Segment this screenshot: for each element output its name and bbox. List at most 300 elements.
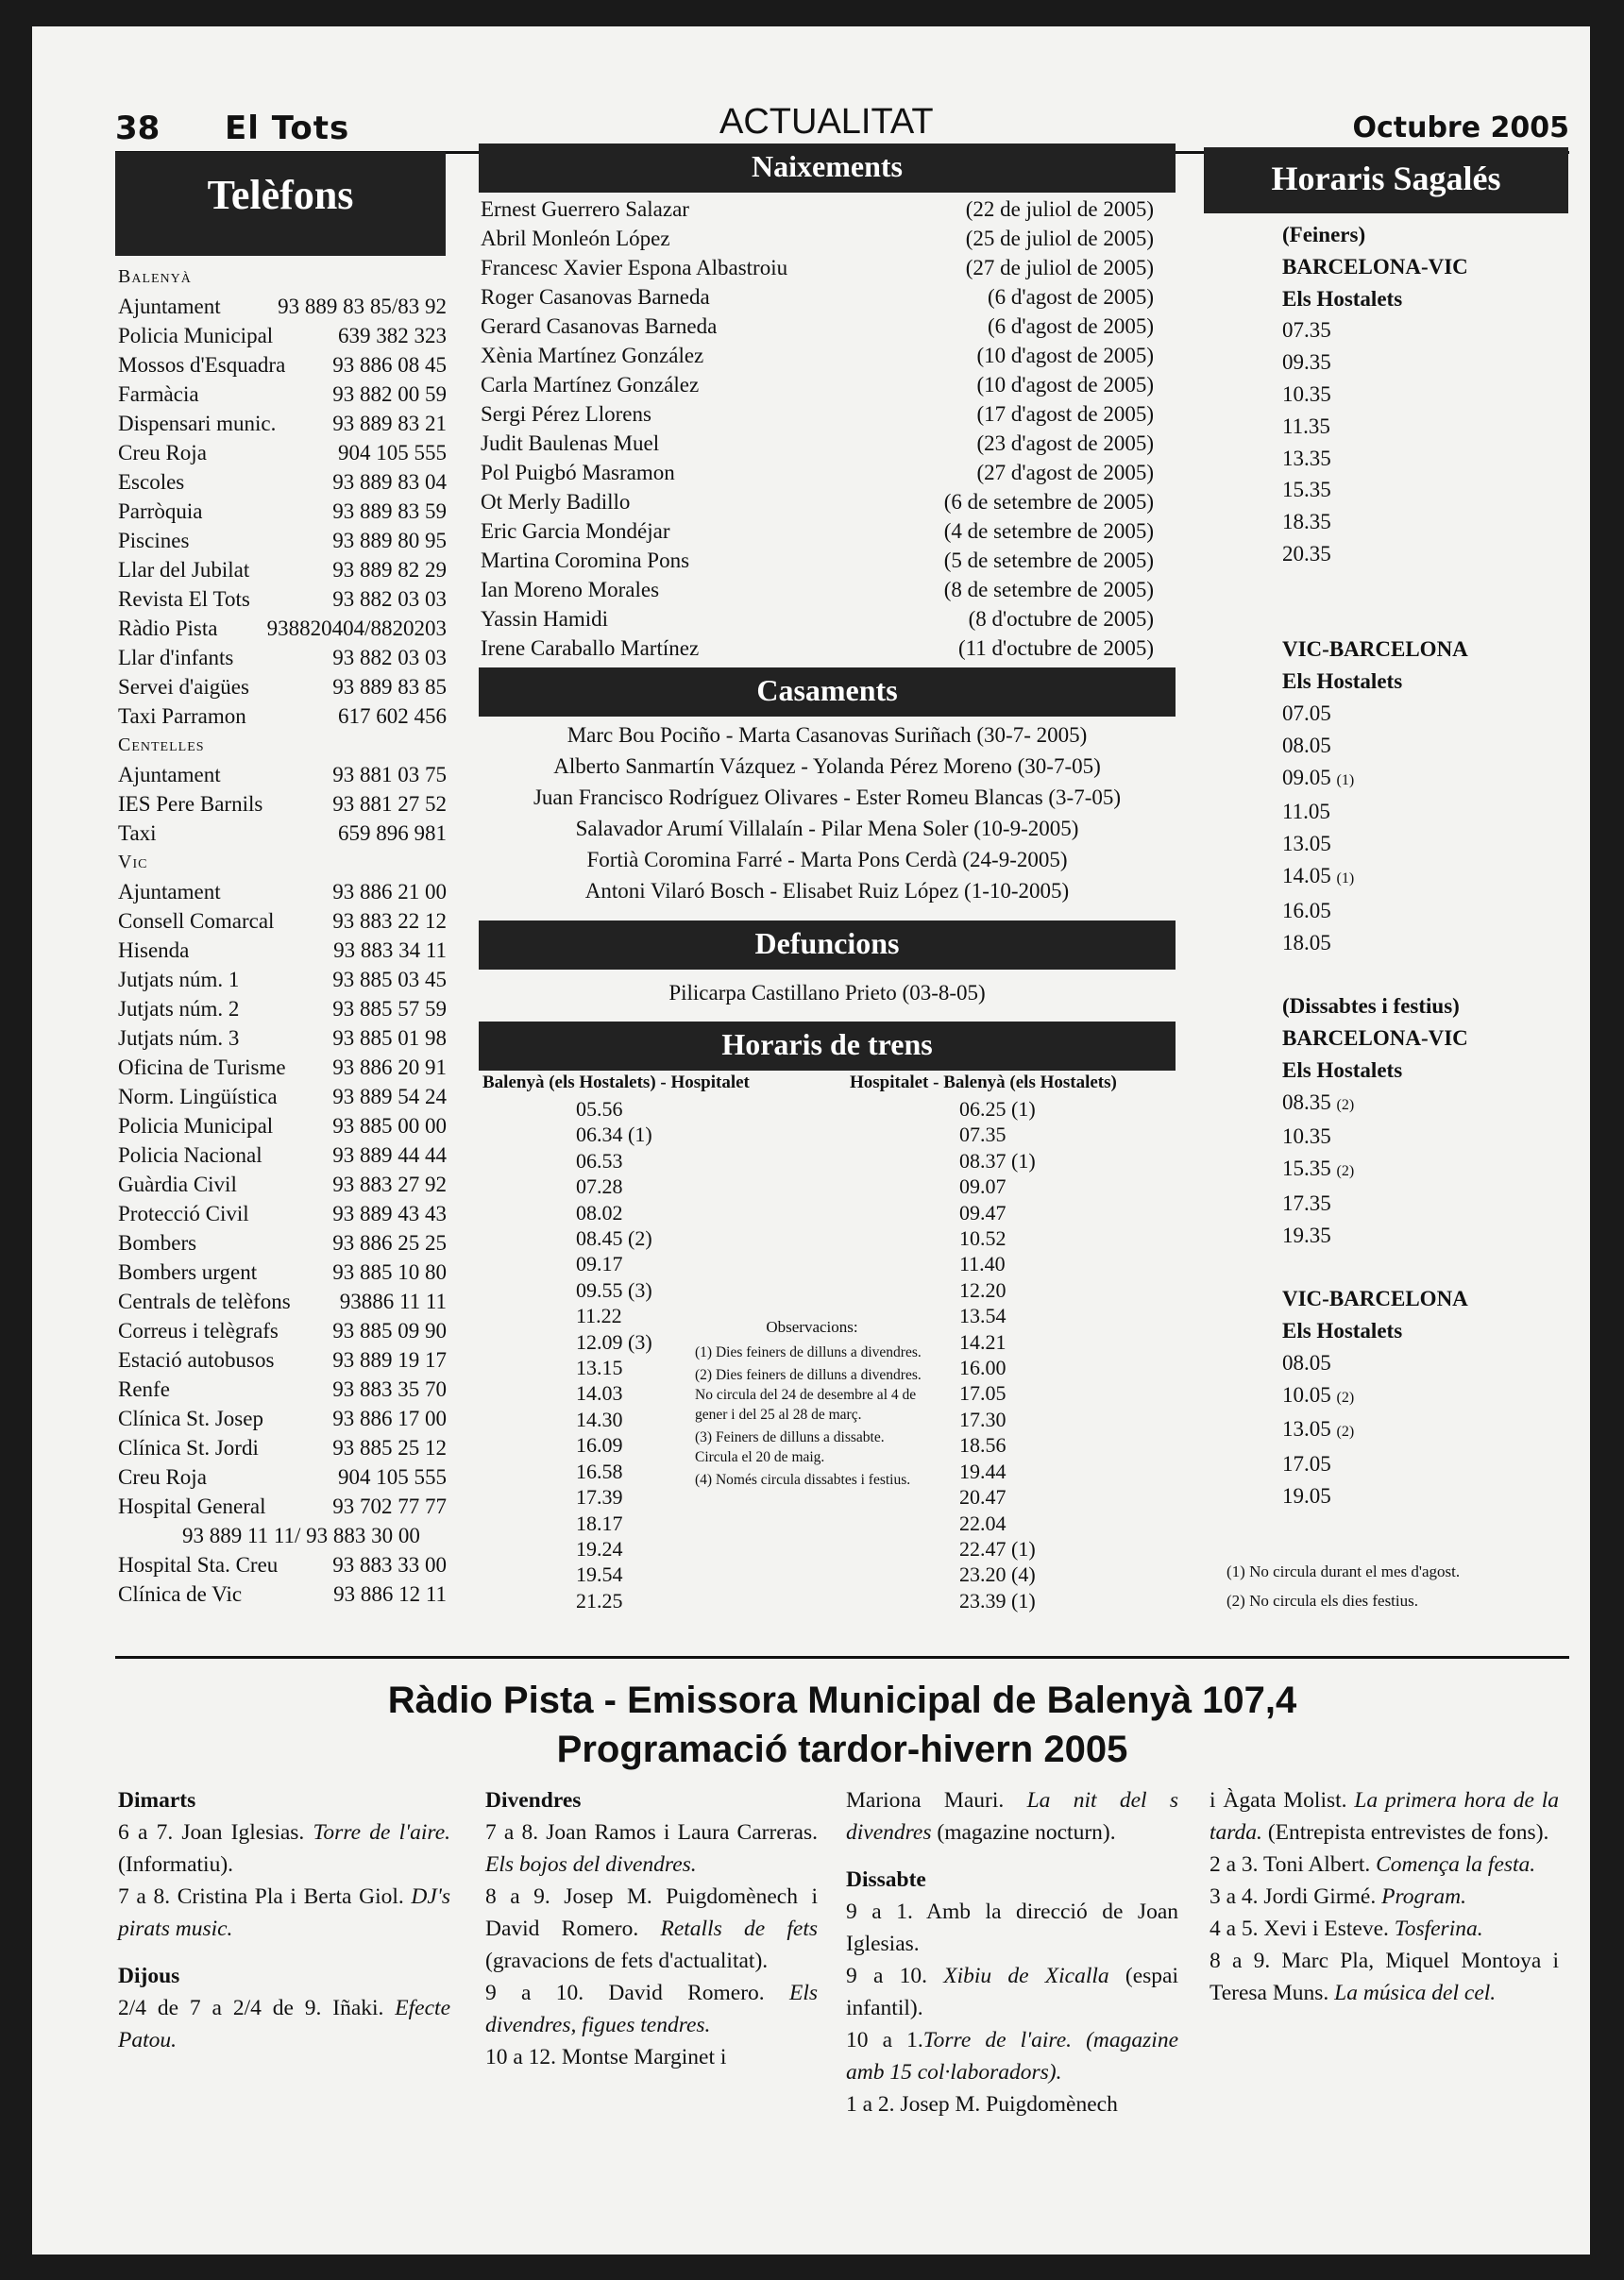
train-time: 09.55 (3)	[576, 1277, 652, 1302]
entry-number: 93 883 35 70	[332, 1377, 447, 1401]
entry-number: (27 de juliol de 2005)	[965, 256, 1154, 279]
time-text: BARCELONA-VIC	[1282, 254, 1468, 279]
bus-time	[1282, 828, 1565, 860]
program-entry: 9 a 10. David Romero. Els divendres, figues tendres.	[485, 1981, 818, 2037]
entry-number: 639 382 323	[338, 324, 447, 347]
entry-number: 93 883 27 92	[332, 1173, 447, 1196]
program-entry: Mariona Mauri. La nit del s divendres (magazine nocturn).	[846, 1788, 1179, 1845]
birth-entry	[481, 429, 1154, 458]
wedding-entry: Alberto Sanmartín Vázquez - Yolanda Pérez Moreno (30-7-05)	[553, 754, 1101, 778]
train-time: 08.37 (1)	[959, 1148, 1036, 1173]
bus-time	[1282, 927, 1565, 959]
entry-name: Guàrdia Civil	[118, 1173, 237, 1196]
day-heading: Divendres	[485, 1788, 582, 1813]
sagales-note: (1) No circula durant el mes d'agost.	[1226, 1562, 1461, 1580]
time-text: (Dissabtes i festius)	[1282, 994, 1460, 1019]
program-entry: i Àgata Molist. La primera hora de la tarda. (Entrepista entrevistes de fons).	[1210, 1788, 1559, 1845]
entry-number: 93 885 03 45	[332, 968, 447, 991]
entry-number: (6 d'agost de 2005)	[988, 314, 1154, 338]
time-text: 09.05	[1282, 765, 1331, 789]
phone-entry	[118, 1199, 447, 1228]
trens-right-times	[959, 1096, 1073, 1613]
schedule-heading	[1282, 666, 1565, 698]
phone-entry	[118, 1082, 447, 1111]
entry-number: (22 de juliol de 2005)	[965, 197, 1154, 221]
entry-name: Llar del Jubilat	[118, 558, 250, 582]
entry-number: 93 883 33 00	[332, 1553, 447, 1577]
birth-entry	[481, 253, 1154, 282]
phone-entry	[118, 467, 447, 497]
phone-group-heading: Balenyà	[118, 266, 192, 287]
phone-entry	[118, 1258, 447, 1287]
entry-number: (6 d'agost de 2005)	[988, 285, 1154, 309]
sagales-notes	[1226, 1557, 1576, 1615]
birth-entry	[481, 194, 1154, 224]
entry-name: Ajuntament	[118, 295, 221, 318]
entry-name: Correus i telègrafs	[118, 1319, 279, 1343]
bus-time	[1282, 314, 1565, 346]
entry-number: (4 de setembre de 2005)	[943, 519, 1154, 543]
schedule-heading	[1282, 633, 1565, 666]
observacio-note: (1) Dies feiners de dilluns a divendres.	[695, 1344, 922, 1360]
bus-time	[1282, 1379, 1565, 1414]
train-time: 23.39 (1)	[959, 1588, 1036, 1613]
bus-time	[1282, 958, 1565, 990]
time-text: 08.35	[1282, 1089, 1331, 1114]
bus-time	[1282, 1448, 1565, 1480]
time-text: Els Hostalets	[1282, 669, 1403, 694]
entry-name: Jutjats núm. 1	[118, 968, 240, 991]
entry-name: Parròquia	[118, 499, 203, 523]
entry-number: (8 de setembre de 2005)	[943, 578, 1154, 601]
train-time: 17.05	[959, 1381, 1007, 1406]
entry-number: 93 883 22 12	[332, 909, 447, 933]
train-time: 19.54	[576, 1562, 623, 1587]
time-text: 07.05	[1282, 701, 1331, 725]
bus-time	[1282, 730, 1565, 762]
schedule-heading	[1282, 1055, 1565, 1087]
entry-name: Farmàcia	[118, 382, 199, 406]
entry-name: Clínica St. Josep	[118, 1407, 263, 1430]
phone-entry	[118, 701, 447, 731]
train-time: 06.34 (1)	[576, 1123, 652, 1147]
schedule-heading	[1282, 1283, 1565, 1315]
entry-name: Sergi Pérez Llorens	[481, 402, 651, 426]
birth-entry	[481, 546, 1154, 575]
time-text: 13.05	[1282, 832, 1331, 856]
bus-time	[1282, 860, 1565, 895]
time-note: (2)	[1336, 1424, 1355, 1441]
entry-name: Protecció Civil	[118, 1202, 249, 1225]
program-entry: 8 a 9. Josep M. Puigdomènech i David Romero. Retalls de fets (gravacions de fets d'actualitat).	[485, 1884, 819, 1973]
program-entry: 7 a 8. Cristina Pla i Berta Giol. DJ's pirats music.	[118, 1884, 450, 1941]
entry-name: Norm. Lingüística	[118, 1085, 278, 1108]
phone-entry	[118, 643, 447, 672]
birth-entry	[481, 312, 1154, 341]
train-time: 11.22	[576, 1304, 622, 1328]
train-time: 13.54	[959, 1304, 1007, 1328]
phone-entry	[118, 672, 447, 701]
entry-number: 93 889 83 21	[332, 412, 447, 435]
train-time: 17.39	[576, 1485, 623, 1510]
phone-entry	[118, 409, 447, 438]
entry-name: Renfe	[118, 1377, 170, 1401]
entry-name: Creu Roja	[118, 441, 207, 464]
phone-entry	[118, 1550, 447, 1579]
entry-number: (23 d'agost de 2005)	[976, 431, 1154, 455]
train-time: 09.07	[959, 1174, 1007, 1199]
radio-title-line1: Ràdio Pista - Emissora Municipal de Balenyà 107,4	[387, 1680, 1297, 1721]
train-time: 18.17	[576, 1511, 623, 1535]
time-text: 11.35	[1282, 414, 1330, 438]
radio-col-4	[1210, 1784, 1559, 2009]
observacio-note: (2) Dies feiners de dilluns a divendres. No circula del 24 de desembre al 4 de gener i del 25 al 28 de març.	[695, 1367, 922, 1423]
entry-name: Ajuntament	[118, 880, 221, 904]
entry-name: Abril Monleón López	[481, 227, 670, 250]
entry-name: Mossos d'Esquadra	[118, 353, 286, 377]
bus-time	[1282, 1188, 1565, 1220]
program-entry: 7 a 8. Joan Ramos i Laura Carreras. Els bojos del divendres.	[485, 1820, 818, 1877]
time-text: Els Hostalets	[1282, 1319, 1403, 1343]
entry-number: 93 886 25 25	[332, 1231, 447, 1255]
birth-entry	[481, 604, 1154, 633]
train-time: 06.53	[576, 1148, 623, 1173]
entry-number: (10 d'agost de 2005)	[976, 344, 1154, 367]
birth-entry	[481, 399, 1154, 429]
phone-entry	[118, 906, 447, 936]
entry-number: (6 de setembre de 2005)	[943, 490, 1154, 514]
train-time: 16.58	[576, 1459, 623, 1483]
entry-number: (11 d'octubre de 2005)	[957, 636, 1154, 660]
entry-name: Oficina de Turisme	[118, 1056, 286, 1079]
birth-entry	[481, 487, 1154, 516]
wedding-entry: Fortià Coromina Farré - Marta Pons Cerdà (24-9-2005)	[586, 848, 1068, 871]
radio-col-1	[118, 1784, 450, 2056]
wedding-entry: Marc Bou Pociño - Marta Casanovas Suriñach (30-7- 2005)	[567, 723, 1088, 747]
train-time: 08.02	[576, 1200, 623, 1224]
entry-number: 659 896 981	[338, 821, 447, 845]
bus-time	[1282, 538, 1565, 570]
phone-entry	[118, 994, 447, 1023]
time-text: 13.05	[1282, 1417, 1331, 1442]
birth-entry	[481, 458, 1154, 487]
entry-number: 93 889 44 44	[332, 1143, 447, 1167]
casaments-title: Casaments	[479, 667, 1176, 717]
naixements-list	[481, 194, 1154, 663]
entry-name: Clínica de Vic	[118, 1582, 243, 1606]
train-time: 18.56	[959, 1433, 1007, 1458]
wedding-entry: Salavador Arumí Villalaín - Pilar Mena Soler (10-9-2005)	[575, 817, 1079, 840]
entry-name: Judit Baulenas Muel	[481, 431, 660, 455]
page-number: 38	[115, 110, 161, 147]
birth-entry	[481, 633, 1154, 663]
train-time: 22.47 (1)	[959, 1536, 1036, 1561]
train-time: 12.09 (3)	[576, 1329, 652, 1354]
entry-number: 93 885 25 12	[332, 1436, 447, 1460]
entry-number: 93 885 00 00	[332, 1114, 447, 1138]
train-time: 19.44	[959, 1459, 1007, 1483]
phone-entry	[118, 1287, 447, 1316]
bus-time	[1282, 379, 1565, 411]
entry-name: Llar d'infants	[118, 646, 234, 669]
phone-entry	[118, 1170, 447, 1199]
entry-number: 93 889 19 17	[332, 1348, 447, 1372]
train-time: 23.20 (4)	[959, 1562, 1036, 1587]
bus-time	[1282, 506, 1565, 538]
schedule-heading	[1282, 1022, 1565, 1055]
time-text: 08.05	[1282, 1350, 1331, 1375]
train-time: 19.24	[576, 1536, 623, 1561]
entry-number: 93 889 83 85/83 92	[278, 295, 447, 318]
program-entry: 2 a 3. Toni Albert. Comença la festa.	[1210, 1852, 1536, 1877]
death-entry: Pilicarpa Castillano Prieto (03-8-05)	[668, 981, 986, 1005]
phone-entry	[118, 497, 447, 526]
time-note: (2)	[1336, 1389, 1355, 1406]
phone-entry	[118, 1228, 447, 1258]
entry-name: Revista El Tots	[118, 587, 250, 611]
sagales-note: (2) No circula els dies festius.	[1226, 1592, 1418, 1610]
entry-number: (25 de juliol de 2005)	[965, 227, 1154, 250]
entry-number: (10 d'agost de 2005)	[976, 373, 1154, 397]
schedule-heading	[1282, 283, 1565, 315]
program-entry: 1 a 2. Josep M. Puigdomènech	[846, 2092, 1118, 2117]
time-text: VIC-BARCELONA	[1282, 1287, 1468, 1311]
bus-time	[1282, 895, 1565, 927]
entry-number: 93 889 43 43	[332, 1202, 447, 1225]
time-text: 18.35	[1282, 510, 1331, 534]
defuncions-title: Defuncions	[479, 920, 1176, 970]
time-text: 16.05	[1282, 898, 1331, 922]
phone-entry	[118, 936, 447, 965]
program-entry: 10 a 12. Montse Marginet i	[485, 2045, 727, 2069]
section-name: ACTUALITAT	[719, 102, 934, 142]
observacio-note: (3) Feiners de dilluns a dissabte. Circula el 20 de maig.	[695, 1429, 885, 1465]
entry-name: Ernest Guerrero Salazar	[481, 197, 689, 221]
train-time: 07.28	[576, 1174, 623, 1199]
bus-time	[1282, 443, 1565, 475]
day-heading: Dijous	[118, 1964, 180, 1988]
entry-number: (8 d'octubre de 2005)	[968, 607, 1154, 631]
schedule-heading	[1282, 1315, 1565, 1347]
train-time: 11.40	[959, 1252, 1006, 1276]
program-entry: 3 a 4. Jordi Girmé. Program.	[1210, 1884, 1466, 1909]
program-entry: 8 a 9. Marc Pla, Miquel Montoya i Teresa Muns. La música del cel.	[1210, 1949, 1559, 2005]
entry-number: 938820404/8820203	[266, 616, 447, 640]
radio-col-3	[846, 1784, 1178, 2120]
time-note: (1)	[1336, 771, 1355, 788]
time-text: 14.05	[1282, 863, 1331, 887]
entry-number: 93 702 77 77	[332, 1495, 447, 1518]
birth-entry	[481, 575, 1154, 604]
bus-time	[1282, 411, 1565, 443]
phone-entry	[118, 584, 447, 614]
hospital-extra-numbers: 93 889 11 11/ 93 883 30 00	[182, 1524, 420, 1547]
entry-name: Hospital Sta. Creu	[118, 1553, 279, 1577]
time-text: 15.35	[1282, 478, 1331, 502]
phone-group-heading: Centelles	[118, 735, 205, 755]
observacio-note: (4) Només circula dissabtes i festius.	[695, 1472, 911, 1488]
entry-name: Ràdio Pista	[118, 616, 218, 640]
telefons-list	[118, 262, 447, 1609]
birth-entry	[481, 341, 1154, 370]
phone-entry	[118, 1345, 447, 1375]
entry-name: Jutjats núm. 3	[118, 1026, 240, 1050]
entry-name: Ot Merly Badillo	[481, 490, 631, 514]
time-text: 08.05	[1282, 733, 1331, 757]
entry-number: 93 889 80 95	[332, 529, 447, 552]
phone-entry	[118, 614, 447, 643]
train-time: 08.45 (2)	[576, 1226, 652, 1251]
time-text: 11.05	[1282, 800, 1330, 824]
time-text: 10.05	[1282, 1382, 1331, 1407]
time-text: Els Hostalets	[1282, 1057, 1403, 1082]
day-heading: Dimarts	[118, 1788, 196, 1813]
naixements-title: Naixements	[479, 144, 1176, 193]
wedding-entry: Antoni Vilaró Bosch - Elisabet Ruiz López (1-10-2005)	[584, 879, 1070, 903]
phone-entry	[118, 1023, 447, 1053]
phone-entry	[118, 350, 447, 380]
entry-number: 93 886 08 45	[332, 353, 447, 377]
entry-name: Carla Martínez González	[481, 373, 700, 397]
entry-number: 93 882 03 03	[332, 587, 447, 611]
bus-time	[1282, 602, 1565, 634]
entry-number: 93 885 10 80	[332, 1260, 447, 1284]
time-text: 13.35	[1282, 446, 1331, 470]
time-text: 10.35	[1282, 1124, 1331, 1149]
bus-time	[1282, 698, 1565, 730]
phone-entry	[118, 819, 447, 848]
entry-number: 93 886 12 11	[333, 1582, 447, 1606]
entry-name: Yassin Hamidi	[481, 607, 609, 631]
entry-name: Clínica St. Jordi	[118, 1436, 259, 1460]
time-note: (2)	[1336, 1096, 1355, 1113]
entry-number: 617 602 456	[338, 704, 447, 728]
entry-number: 904 105 555	[338, 1465, 447, 1489]
birth-entry	[481, 282, 1154, 312]
time-note: (1)	[1336, 870, 1355, 887]
train-time: 06.25 (1)	[959, 1097, 1036, 1121]
time-text: 19.05	[1282, 1484, 1331, 1509]
time-text: (Feiners)	[1282, 223, 1366, 246]
entry-name: Xènia Martínez González	[481, 344, 704, 367]
entry-name: Taxi	[118, 821, 157, 845]
entry-name: Policia Municipal	[118, 1114, 274, 1138]
time-text: 18.05	[1282, 930, 1331, 954]
program-entry: 9 a 1. Amb la direcció de Joan Iglesias.	[846, 1900, 1178, 1956]
bus-time	[1282, 1220, 1565, 1252]
phone-entry	[118, 965, 447, 994]
entry-name: Centrals de telèfons	[118, 1290, 291, 1313]
phone-entry	[118, 1433, 447, 1462]
entry-number: 93 889 82 29	[332, 558, 447, 582]
entry-name: Creu Roja	[118, 1465, 207, 1489]
entry-number: 93 885 57 59	[332, 997, 447, 1021]
entry-number: 93 886 21 00	[332, 880, 447, 904]
entry-name: Escoles	[118, 470, 185, 494]
program-entry: 4 a 5. Xevi i Esteve. Tosferina.	[1210, 1917, 1483, 1941]
phone-entry	[118, 1316, 447, 1345]
program-entry: 9 a 10. Xibiu de Xicalla (espai infantil).	[846, 1964, 1179, 2020]
phone-entry	[118, 292, 447, 321]
trens-left-times	[576, 1096, 689, 1613]
entry-name: Eric Garcia Mondéjar	[481, 519, 670, 543]
entry-number: 93 885 09 90	[332, 1319, 447, 1343]
entry-number: 93 889 54 24	[332, 1085, 447, 1108]
train-time: 12.20	[959, 1277, 1007, 1302]
entry-number: (17 d'agost de 2005)	[976, 402, 1154, 426]
entry-number: 93886 11 11	[339, 1290, 447, 1313]
bus-time	[1282, 1252, 1565, 1284]
phone-entry	[118, 1492, 447, 1521]
time-text: 17.05	[1282, 1452, 1331, 1477]
phone-entry	[118, 321, 447, 350]
entry-number: 93 886 17 00	[332, 1407, 447, 1430]
magazine-page	[32, 26, 1590, 2255]
train-time: 05.56	[576, 1097, 623, 1121]
casaments-list	[479, 719, 1176, 906]
trens-title: Horaris de trens	[479, 1022, 1176, 1071]
entry-name: Piscines	[118, 529, 190, 552]
schedule-heading	[1282, 251, 1565, 283]
bus-time	[1282, 346, 1565, 379]
phone-entry	[118, 1140, 447, 1170]
entry-name: Jutjats núm. 2	[118, 997, 240, 1021]
issue-date: Octubre 2005	[1352, 111, 1569, 144]
entry-name: Hisenda	[118, 938, 190, 962]
observacions-title: Observacions:	[766, 1318, 858, 1336]
bus-time	[1282, 796, 1565, 828]
entry-name: Policia Nacional	[118, 1143, 262, 1167]
defuncions-list	[479, 977, 1176, 1008]
day-heading: Dissabte	[846, 1867, 926, 1892]
program-entry: 10 a 1.Torre de l'aire. (magazine amb 15 col·laboradors).	[846, 2028, 1178, 2085]
phone-entry	[118, 1375, 447, 1404]
phone-entry	[118, 789, 447, 819]
time-text: 07.35	[1282, 318, 1331, 343]
entry-name: Martina Coromina Pons	[481, 549, 690, 572]
entry-number: 93 885 01 98	[332, 1026, 447, 1050]
train-time: 14.30	[576, 1407, 623, 1431]
entry-name: Francesc Xavier Espona Albastroiu	[481, 256, 788, 279]
train-time: 22.04	[959, 1511, 1007, 1535]
train-time: 17.30	[959, 1407, 1007, 1431]
phone-entry	[118, 1111, 447, 1140]
phone-entry	[118, 555, 447, 584]
train-time: 07.35	[959, 1123, 1007, 1147]
entry-number: (5 de setembre de 2005)	[943, 549, 1154, 572]
entry-number: 93 883 34 11	[333, 938, 447, 962]
phone-entry	[118, 1404, 447, 1433]
section-divider	[115, 1656, 1569, 1659]
radio-col-2	[485, 1784, 818, 2073]
entry-name: Estació autobusos	[118, 1348, 275, 1372]
time-text: VIC-BARCELONA	[1282, 637, 1468, 662]
time-text: 10.35	[1282, 381, 1331, 406]
entry-number: 93 886 20 91	[332, 1056, 447, 1079]
entry-name: Hospital General	[118, 1495, 266, 1518]
time-text: 17.35	[1282, 1191, 1331, 1215]
phone-group-heading: Vic	[118, 852, 148, 872]
time-text: Els Hostalets	[1282, 286, 1403, 311]
trens-left-header: Balenyà (els Hostalets) - Hospitalet	[482, 1072, 750, 1092]
entry-name: Dispensari munic.	[118, 412, 277, 435]
train-time: 16.00	[959, 1356, 1007, 1380]
phone-entry	[118, 1053, 447, 1082]
birth-entry	[481, 224, 1154, 253]
entry-number: 93 882 03 03	[332, 646, 447, 669]
entry-number: 93 889 83 85	[332, 675, 447, 699]
train-time: 20.47	[959, 1485, 1007, 1510]
